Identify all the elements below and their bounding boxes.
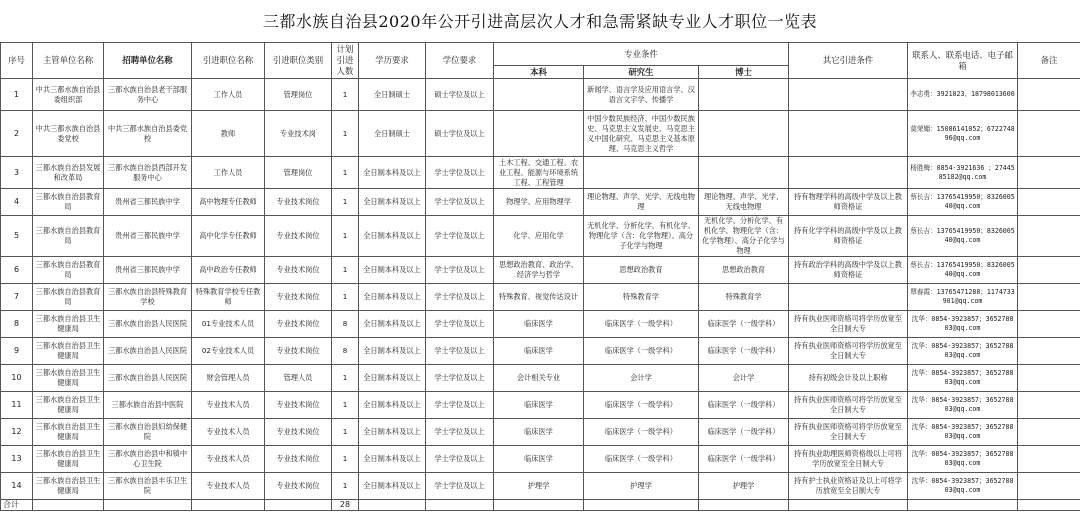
cell-authority: 中共三都水族自治县委党校 [33,111,104,157]
cell-position: 专业技术人员 [192,473,265,500]
cell-contact: 蔡长吉：13765419950；832600540@qq.com [908,216,1018,257]
cell-education: 全日制本科及以上 [359,419,426,446]
cell-category: 管理岗位 [265,79,332,111]
cell-employer: 贵州省三都民族中学 [104,189,192,216]
cell-remark [1018,111,1080,157]
cell-position: 专业技术人员 [192,446,265,473]
cell-education: 全日制本科及以上 [359,284,426,311]
positions-table [0,42,1080,511]
cell-seq: 10 [1,365,33,392]
cell-position: 财会管理人员 [192,365,265,392]
total-empty [699,500,789,511]
table-row [1,365,1080,392]
total-label: 合计 [1,500,33,511]
cell-other [789,157,908,189]
cell-other [789,111,908,157]
cell-category: 专业技术岗位 [265,257,332,284]
cell-seq: 11 [1,392,33,419]
cell-employer: 三都水族自治县西部开发服务中心 [104,157,192,189]
total-empty [494,500,584,511]
cell-master: 中国少数民族经济、中国少数民族史、马克思主义发展史、马克思主义中国化研究、马克思主义基本原理、马克思主义哲学 [584,111,699,157]
total-empty [1018,500,1080,511]
cell-master: 思想政治教育 [584,257,699,284]
header-count [332,43,359,79]
cell-seq: 1 [1,79,33,111]
table-row [1,446,1080,473]
total-empty [584,500,699,511]
cell-contact: 沈华：0854-3923857；365278803@qq.com [908,338,1018,365]
total-row [1,500,1080,511]
cell-doctor: 特殊教育学 [699,284,789,311]
cell-seq: 2 [1,111,33,157]
table-row [1,419,1080,446]
table-row [1,216,1080,257]
cell-position: 高中政治专任教师 [192,257,265,284]
cell-doctor: 临床医学（一级学科） [699,338,789,365]
cell-position: 高中物理专任教师 [192,189,265,216]
table-row [1,157,1080,189]
cell-degree: 学士学位及以上 [426,311,494,338]
cell-remark [1018,419,1080,446]
cell-authority: 三都水族自治县卫生健康局 [33,446,104,473]
cell-bachelor: 思想政治教育、政治学、经济学与哲学 [494,257,584,284]
cell-other: 持有化学学科的高级中学及以上教师资格证 [789,216,908,257]
header-count-line3: 人数 [336,66,354,76]
cell-doctor: 护理学 [699,473,789,500]
cell-master: 无机化学、分析化学、有机化学、物理化学（含：化学物理）、高分子化学与物理 [584,216,699,257]
cell-remark [1018,284,1080,311]
cell-contact: 杨胜梅：0854-3921636 ；2744585182@qq.com [908,157,1018,189]
cell-count: 1 [332,392,359,419]
cell-other: 持有执业助理医师资格级以上可将学历放宽至全日制大专 [789,446,908,473]
cell-count: 1 [332,419,359,446]
cell-master: 会计学 [584,365,699,392]
header-master: 研究生 [584,66,699,79]
cell-other: 持有物理学科的高级中学及以上教师资格证 [789,189,908,216]
cell-employer: 三都水族自治县妇幼保健院 [104,419,192,446]
cell-authority: 三都水族自治县教育局 [33,216,104,257]
cell-remark [1018,338,1080,365]
cell-category: 专业技术岗位 [265,311,332,338]
cell-position: 教师 [192,111,265,157]
cell-remark [1018,216,1080,257]
cell-category: 专业技术岗位 [265,392,332,419]
cell-seq: 13 [1,446,33,473]
table-row [1,111,1080,157]
cell-master: 临床医学（一级学科） [584,446,699,473]
cell-doctor [699,157,789,189]
total-empty [192,500,265,511]
cell-count: 8 [332,338,359,365]
cell-other: 持有护士执业资格证及以上可将学历放宽至全日制大专 [789,473,908,500]
cell-doctor: 理论物理、声学、光学、无线电物理 [699,189,789,216]
cell-contact: 李志勇：3921023、18798013600 [908,79,1018,111]
cell-education: 全日制本科及以上 [359,311,426,338]
header-major-group: 专业条件 [494,43,789,66]
cell-bachelor [494,79,584,111]
cell-employer: 三都水族自治县中和镇中心卫生院 [104,446,192,473]
cell-seq: 12 [1,419,33,446]
cell-position: 01专业技术人员 [192,311,265,338]
cell-authority: 三都水族自治县卫生健康局 [33,365,104,392]
header-row-1 [1,43,1080,66]
cell-master: 临床医学（一级学科） [584,338,699,365]
cell-master [584,157,699,189]
cell-contact: 沈华：0854-3923857；365278803@qq.com [908,446,1018,473]
cell-degree: 硕士学位及以上 [426,79,494,111]
total-empty [104,500,192,511]
cell-count: 1 [332,365,359,392]
cell-category: 专业技术岗位 [265,419,332,446]
header-doctor: 博士 [699,66,789,79]
cell-degree: 学士学位及以上 [426,365,494,392]
cell-count: 1 [332,473,359,500]
header-degree: 学位要求 [426,43,494,79]
cell-education: 全日制本科及以上 [359,473,426,500]
cell-bachelor: 物理学、应用物理学 [494,189,584,216]
cell-doctor: 临床医学（一级学科） [699,446,789,473]
cell-authority: 三都水族自治县卫生健康局 [33,419,104,446]
cell-degree: 学士学位及以上 [426,473,494,500]
cell-category: 专业技术岗位 [265,284,332,311]
cell-other: 持有初级会计及以上职称 [789,365,908,392]
cell-employer: 三都水族自治县老干部服务中心 [104,79,192,111]
cell-employer: 贵州省三都民族中学 [104,257,192,284]
cell-contact: 沈华：0854-3923857；365278803@qq.com [908,419,1018,446]
cell-bachelor: 临床医学 [494,419,584,446]
cell-education: 全日制硕士 [359,79,426,111]
cell-bachelor [494,111,584,157]
cell-degree: 学士学位及以上 [426,216,494,257]
table-row [1,189,1080,216]
cell-employer: 三都水族自治县人民医院 [104,338,192,365]
cell-authority: 三都水族自治县教育局 [33,257,104,284]
cell-position: 专业技术人员 [192,419,265,446]
cell-other: 持有执业医师资格可将学历放宽至全日制大专 [789,419,908,446]
cell-remark [1018,473,1080,500]
cell-other: 持有执业医师资格可将学历放宽至全日制大专 [789,392,908,419]
cell-remark [1018,365,1080,392]
header-remark: 备注 [1018,43,1080,79]
cell-degree: 学士学位及以上 [426,284,494,311]
cell-education: 全日制本科及以上 [359,392,426,419]
cell-employer: 三都水族自治县人民医院 [104,365,192,392]
cell-education: 全日制本科及以上 [359,189,426,216]
header-other: 其它引进条件 [789,43,908,79]
cell-count: 1 [332,446,359,473]
cell-category: 专业技术岗位 [265,473,332,500]
cell-degree: 学士学位及以上 [426,446,494,473]
table-row [1,284,1080,311]
header-category: 引进职位类别 [265,43,332,79]
cell-position: 工作人员 [192,157,265,189]
total-empty [789,500,908,511]
cell-remark [1018,157,1080,189]
cell-contact: 沈华：0854-3923857；365278803@qq.com [908,311,1018,338]
cell-remark [1018,311,1080,338]
cell-other: 持有执业医师资格可将学历放宽至全日制大专 [789,311,908,338]
cell-position: 专业技术人员 [192,392,265,419]
total-empty [908,500,1018,511]
cell-count: 1 [332,257,359,284]
cell-bachelor: 特殊教育、视觉传达设计 [494,284,584,311]
cell-count: 1 [332,189,359,216]
cell-category: 管理岗位 [265,157,332,189]
cell-category: 专业技术岗 [265,111,332,157]
table-row [1,311,1080,338]
cell-seq: 9 [1,338,33,365]
cell-doctor: 无机化学、分析化学、有机化学、物理化学（含：化学物理）、高分子化学与物理 [699,216,789,257]
cell-employer: 三都水族自治县中医院 [104,392,192,419]
cell-degree: 学士学位及以上 [426,189,494,216]
cell-employer: 三都水族自治县丰乐卫生院 [104,473,192,500]
cell-education: 全日制本科及以上 [359,446,426,473]
cell-count: 1 [332,79,359,111]
cell-position: 工作人员 [192,79,265,111]
cell-degree: 学士学位及以上 [426,419,494,446]
cell-other: 持有执业医师资格可将学历放宽至全日制大专 [789,338,908,365]
cell-count: 1 [332,216,359,257]
header-authority: 主管单位名称 [33,43,104,79]
cell-category: 专业技术岗位 [265,446,332,473]
cell-seq: 3 [1,157,33,189]
header-bachelor: 本科 [494,66,584,79]
cell-seq: 6 [1,257,33,284]
cell-seq: 8 [1,311,33,338]
cell-count: 1 [332,111,359,157]
cell-employer: 贵州省三都民族中学 [104,216,192,257]
cell-authority: 三都水族自治县教育局 [33,189,104,216]
cell-doctor [699,111,789,157]
header-seq: 序号 [1,43,33,79]
cell-other [789,284,908,311]
cell-doctor: 思想政治教育 [699,257,789,284]
cell-contact: 覃春霞：13765471288；1174733901@qq.com [908,284,1018,311]
cell-doctor: 临床医学（一级学科） [699,419,789,446]
cell-education: 全日制本科及以上 [359,157,426,189]
cell-bachelor: 临床医学 [494,311,584,338]
cell-authority: 三都水族自治县发展和改革局 [33,157,104,189]
cell-bachelor: 土木工程、交通工程、农业工程、能源与环境系统工程、工程管理 [494,157,584,189]
total-empty [33,500,104,511]
total-empty [426,500,494,511]
cell-degree: 硕士学位及以上 [426,111,494,157]
cell-degree: 学士学位及以上 [426,257,494,284]
cell-contact: 莫荣媚：15086141052；672274896@qq.com [908,111,1018,157]
cell-seq: 4 [1,189,33,216]
cell-master: 临床医学（一级学科） [584,392,699,419]
page-title: 三都水族自治县2020年公开引进高层次人才和急需紧缺专业人才职位一览表 [262,12,818,31]
header-count-line1: 计划 [336,44,354,54]
cell-doctor: 临床医学（一级学科） [699,311,789,338]
cell-count: 1 [332,284,359,311]
header-contact: 联系人、联系电话、电子邮箱 [908,43,1018,79]
cell-category: 专业技术岗位 [265,338,332,365]
cell-contact: 蔡长吉：13765419950；832600540@qq.com [908,189,1018,216]
cell-master: 新闻学、语言学及应用语言学、汉语言文字学、传播学 [584,79,699,111]
cell-degree: 学士学位及以上 [426,392,494,419]
cell-contact: 蔡长吉：13765419950；832600540@qq.com [908,257,1018,284]
cell-other: 持有政治学科的高级中学及以上教师资格证 [789,257,908,284]
table-row [1,392,1080,419]
cell-position: 特殊教育学校专任教师 [192,284,265,311]
cell-bachelor: 临床医学 [494,392,584,419]
total-empty [359,500,426,511]
cell-remark [1018,446,1080,473]
cell-education: 全日制本科及以上 [359,257,426,284]
cell-seq: 5 [1,216,33,257]
cell-authority: 三都水族自治县卫生健康局 [33,311,104,338]
cell-count: 8 [332,311,359,338]
cell-remark [1018,79,1080,111]
cell-authority: 三都水族自治县教育局 [33,284,104,311]
cell-master: 理论物理、声学、光学、无线电物理 [584,189,699,216]
cell-bachelor: 临床医学 [494,446,584,473]
cell-contact: 沈华：0854-3923857；365278803@qq.com [908,473,1018,500]
total-count: 28 [332,500,359,511]
cell-authority: 中共三都水族自治县委组织部 [33,79,104,111]
cell-authority: 三都水族自治县卫生健康局 [33,473,104,500]
cell-degree: 学士学位及以上 [426,157,494,189]
cell-doctor [699,79,789,111]
table-row [1,473,1080,500]
cell-master: 临床医学（一级学科） [584,419,699,446]
header-count-line2: 引进 [336,55,354,65]
cell-other [789,79,908,111]
cell-category: 管理人员 [265,365,332,392]
cell-remark [1018,392,1080,419]
header-employer: 招聘单位名称 [104,43,192,79]
cell-education: 全日制硕士 [359,111,426,157]
table-row [1,79,1080,111]
header-position: 引进职位名称 [192,43,265,79]
cell-position: 02专业技术人员 [192,338,265,365]
cell-doctor: 会计学 [699,365,789,392]
cell-education: 全日制本科及以上 [359,216,426,257]
cell-seq: 14 [1,473,33,500]
total-empty [265,500,332,511]
cell-authority: 三都水族自治县卫生健康局 [33,392,104,419]
cell-master: 特殊教育学 [584,284,699,311]
cell-bachelor: 护理学 [494,473,584,500]
cell-degree: 学士学位及以上 [426,338,494,365]
cell-remark [1018,257,1080,284]
cell-contact: 沈华：0854-3923857；365278803@qq.com [908,365,1018,392]
cell-authority: 三都水族自治县卫生健康局 [33,338,104,365]
cell-category: 专业技术岗位 [265,216,332,257]
table-row [1,338,1080,365]
cell-education: 全日制本科及以上 [359,338,426,365]
header-education: 学历要求 [359,43,426,79]
cell-category: 专业技术岗位 [265,189,332,216]
cell-master: 护理学 [584,473,699,500]
cell-seq: 7 [1,284,33,311]
cell-bachelor: 会计相关专业 [494,365,584,392]
cell-doctor: 临床医学（一级学科） [699,392,789,419]
cell-remark [1018,189,1080,216]
cell-position: 高中化学专任教师 [192,216,265,257]
table-row [1,257,1080,284]
cell-education: 全日制本科及以上 [359,365,426,392]
cell-employer: 三都水族自治县特殊教育学校 [104,284,192,311]
cell-employer: 三都水族自治县人民医院 [104,311,192,338]
cell-count: 1 [332,157,359,189]
cell-bachelor: 化学、应用化学 [494,216,584,257]
cell-employer: 中共三都水族自治县委党校 [104,111,192,157]
cell-contact: 沈华：0854-3923857；365278803@qq.com [908,392,1018,419]
cell-bachelor: 临床医学 [494,338,584,365]
cell-master: 临床医学（一级学科） [584,311,699,338]
